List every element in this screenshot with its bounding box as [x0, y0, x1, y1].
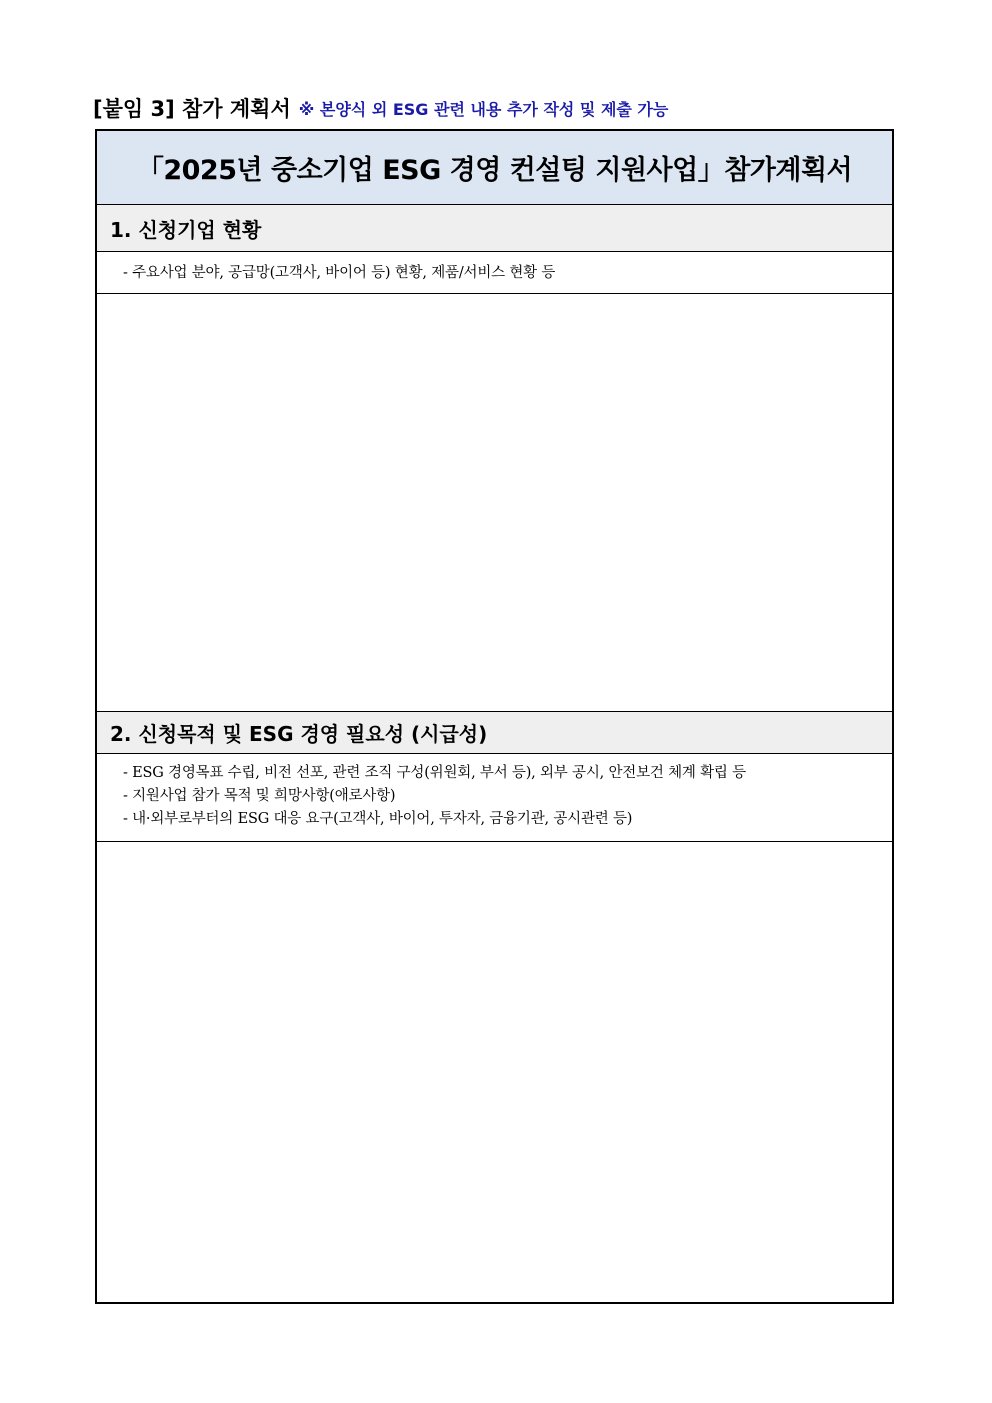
form-title: 「2025년 중소기업 ESG 경영 컨설팅 지원사업」참가계획서 [136, 155, 853, 186]
section-1-guide-line-1: - 주요사업 분야, 공급망(고객사, 바이어 등) 현황, 제품/서비스 현황 등 [123, 265, 556, 281]
section-2-input-area[interactable] [97, 842, 892, 1302]
section-1-input-area[interactable] [97, 294, 892, 712]
attachment-note: ※ 본양식 외 ESG 관련 내용 추가 작성 및 제출 가능 [298, 99, 669, 119]
section-2-guide-line-3: - 내·외부로부터의 ESG 대응 요구(고객사, 바이어, 투자자, 금융기관, 공시관련 등) [123, 811, 633, 827]
form-title-row [97, 131, 892, 205]
section-2-heading: 2. 신청목적 및 ESG 경영 필요성 (시급성) [110, 722, 488, 746]
section-2-guide [97, 754, 892, 842]
section-1-heading-row [97, 205, 892, 252]
section-2-heading-row [97, 712, 892, 754]
section-2-guide-line-2: - 지원사업 참가 목적 및 희망사항(애로사항) [123, 788, 396, 804]
section-1-guide [97, 252, 892, 294]
section-1-heading: 1. 신청기업 현황 [110, 217, 262, 242]
section-2-guide-line-1: - ESG 경영목표 수립, 비전 선포, 관련 조직 구성(위원회, 부서 등), 외부 공시, 안전보건 체계 확립 등 [123, 765, 746, 781]
attachment-title: [붙임 3] 참가 계획서 [93, 97, 291, 121]
attachment-header [93, 92, 668, 124]
participation-plan-form [95, 129, 894, 1304]
